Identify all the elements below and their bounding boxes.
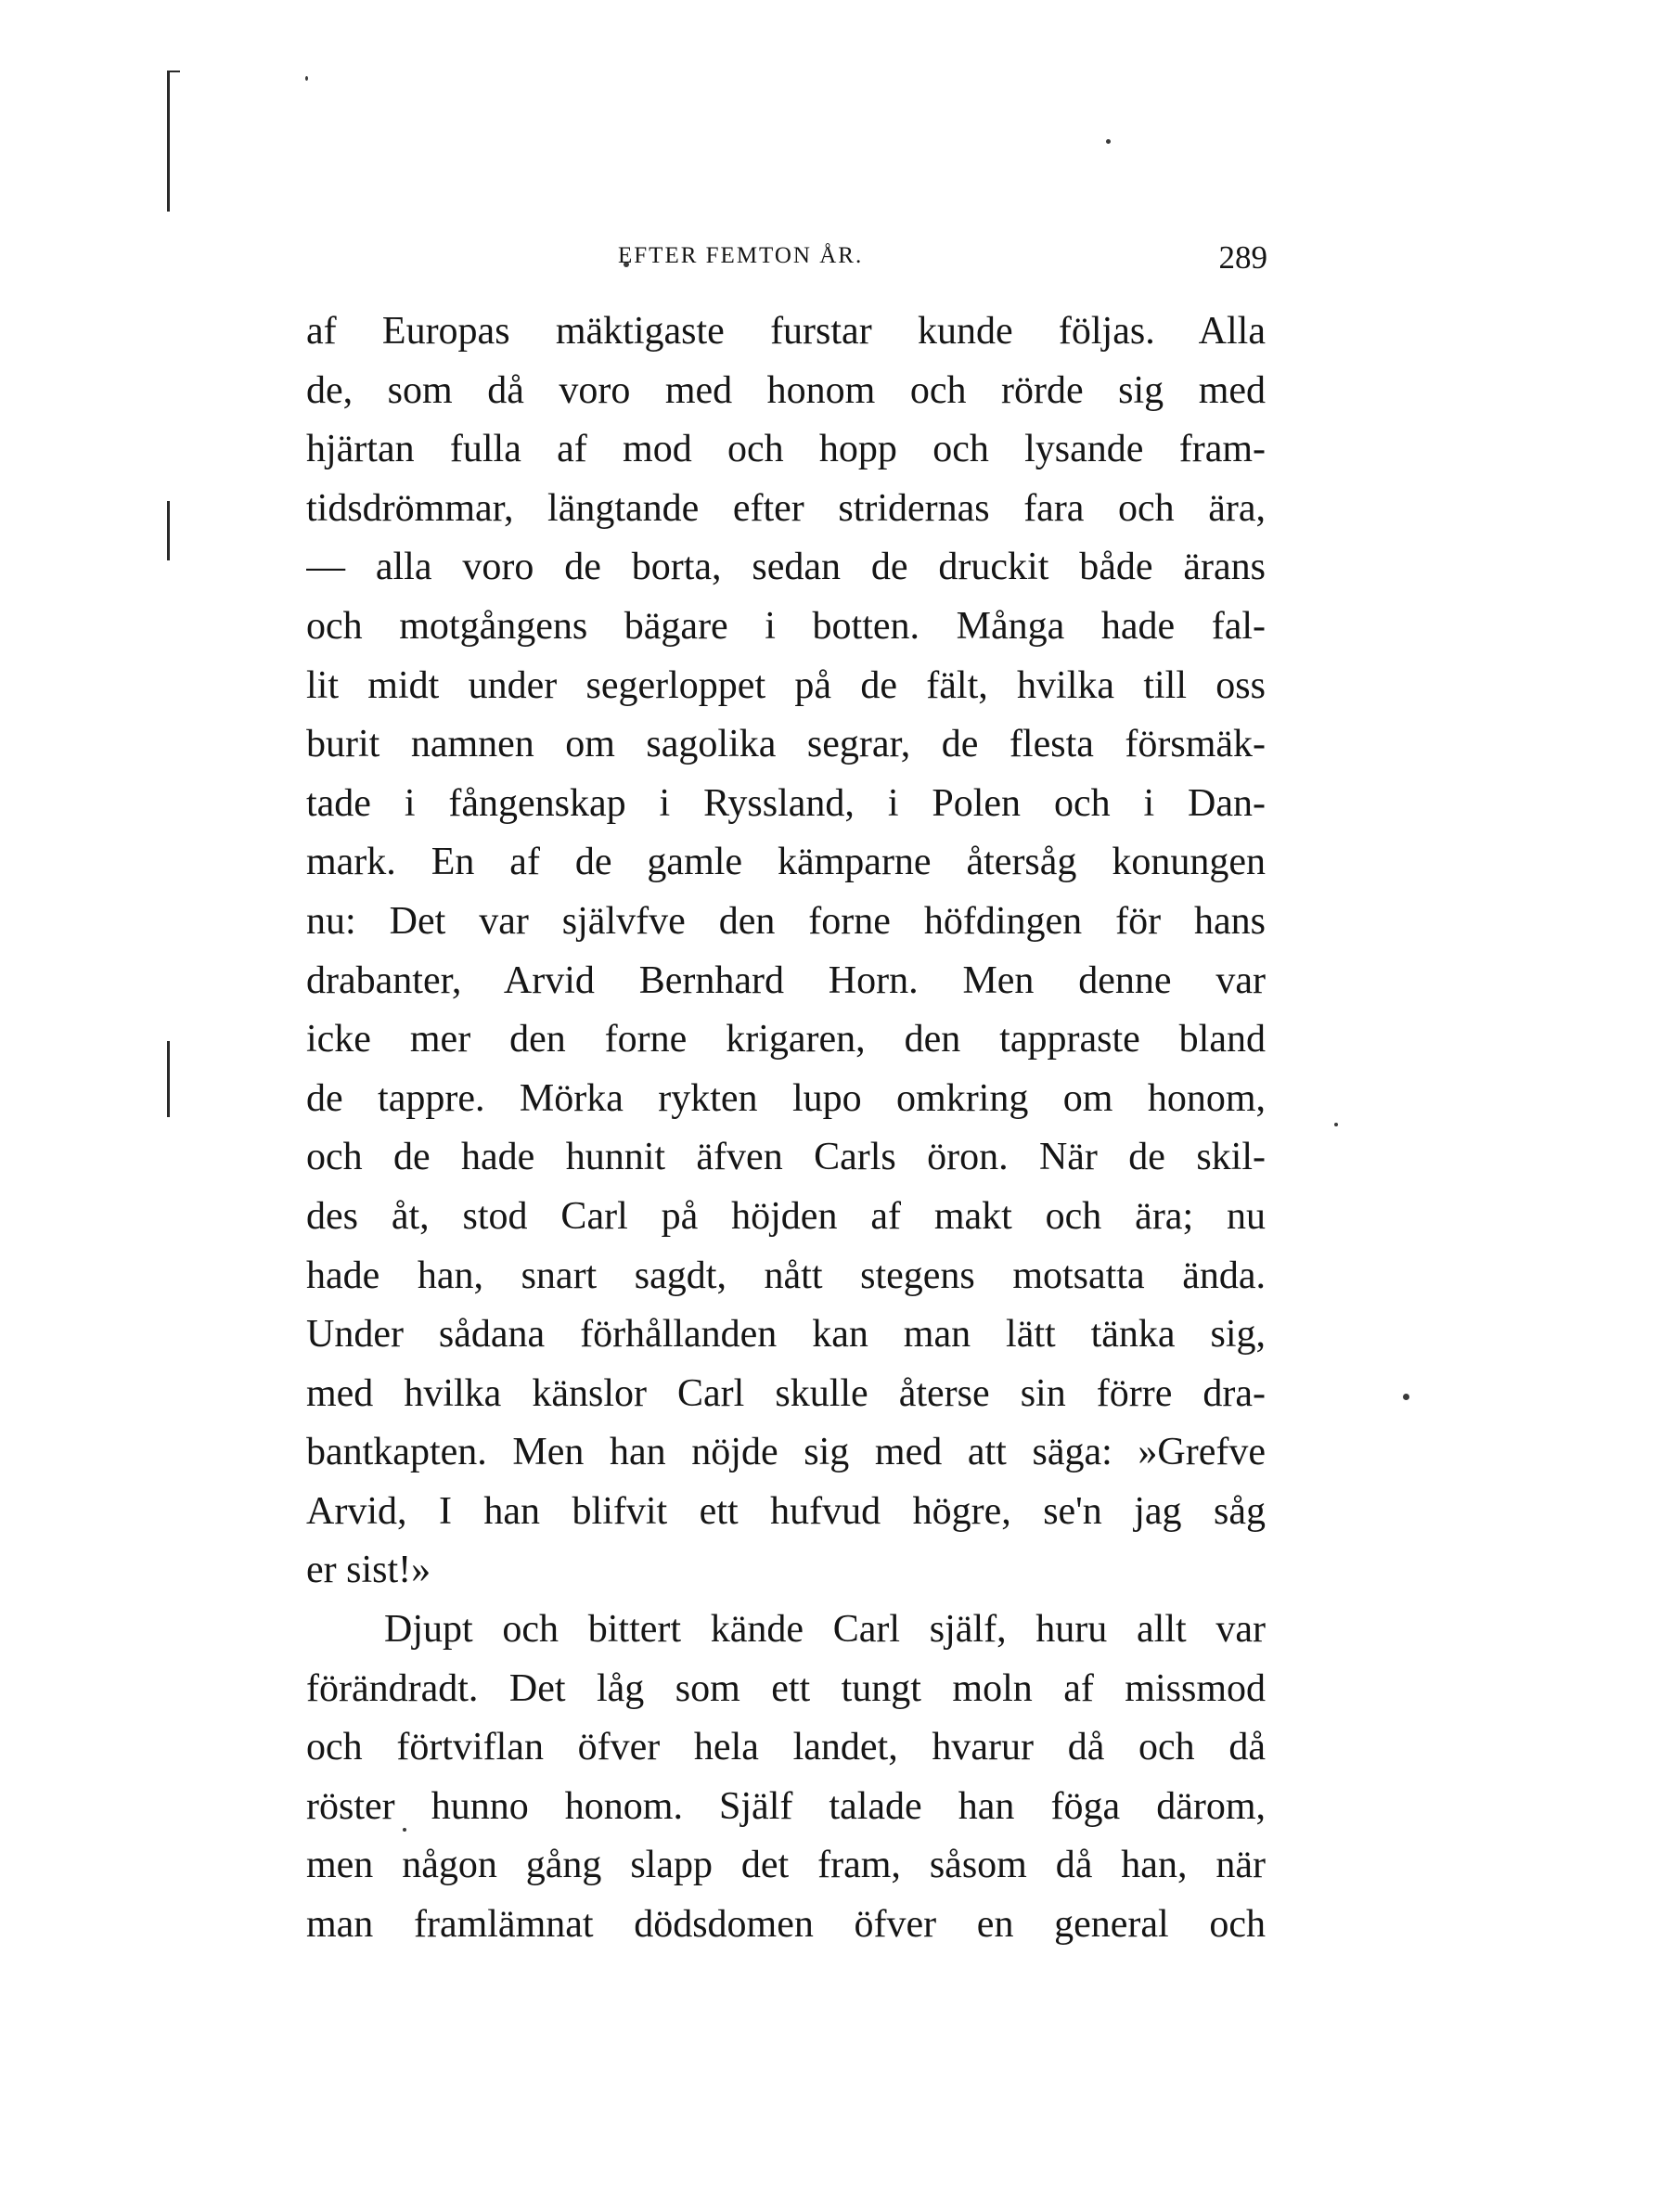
text-line: röster hunno honom. Själf talade han föga därom, <box>306 1784 1266 1828</box>
paragraph-end-line: er sist!» <box>306 1549 431 1592</box>
text-line: af Europas mäktigaste furstar kunde följas. Alla <box>306 310 1266 353</box>
text-line: man framlämnat dödsdomen öfver en general och <box>306 1903 1266 1947</box>
scan-speck <box>1403 1394 1409 1400</box>
text-line: nu: Det var självfve den forne höfdingen för hans <box>306 899 1266 943</box>
text-line: des åt, stod Carl på höjden af makt och ära; nu <box>306 1194 1266 1238</box>
scan-speck <box>1334 1123 1338 1126</box>
text-line: de, som då voro med honom och rörde sig med <box>306 368 1266 412</box>
text-line: burit namnen om sagolika segrar, de flesta försmäk- <box>306 723 1266 766</box>
scan-speck <box>1106 139 1111 144</box>
text-line: Arvid, I han blifvit ett hufvud högre, se'n jag såg <box>306 1489 1266 1533</box>
text-line: de tappre. Mörka rykten lupo omkring om honom, <box>306 1076 1266 1120</box>
text-line: bantkapten. Men han nöjde sig med att säga: »Grefve <box>306 1431 1266 1474</box>
text-line: och motgångens bägare i botten. Många hade fal- <box>306 604 1266 648</box>
scan-edge-line <box>167 1041 170 1117</box>
scan-speck <box>305 76 308 81</box>
text-line: Under sådana förhållanden kan man lätt tänka sig, <box>306 1313 1266 1357</box>
text-line: icke mer den forne krigaren, den tappraste bland <box>306 1018 1266 1061</box>
scan-edge-tick <box>167 71 180 72</box>
text-line: förändradt. Det låg som ett tungt moln af missmod <box>306 1666 1266 1710</box>
text-line: — alla voro de borta, sedan de druckit både ärans <box>306 546 1266 589</box>
text-line: tade i fångenskap i Ryssland, i Polen och i Dan- <box>306 781 1266 825</box>
text-line: med hvilka känslor Carl skulle återse sin förre dra- <box>306 1371 1266 1415</box>
scan-edge-line <box>167 501 170 560</box>
text-line: men någon gång slapp det fram, såsom då han, när <box>306 1844 1266 1887</box>
text-line: drabanter, Arvid Bernhard Horn. Men denne var <box>306 958 1266 1002</box>
paragraph-start-line: Djupt och bittert kände Carl själf, huru allt var <box>384 1608 1266 1652</box>
scan-edge-line <box>167 71 170 212</box>
text-line: mark. En af de gamle kämparne återsåg konungen <box>306 841 1266 884</box>
running-head <box>302 239 1267 276</box>
text-line: hjärtan fulla af mod och hopp och lysande fram- <box>306 428 1266 471</box>
text-line: hade han, snart sagdt, nått stegens motsatta ända. <box>306 1254 1266 1297</box>
body-text <box>306 302 1266 1955</box>
text-line: och förtviflan öfver hela landet, hvarur då och då <box>306 1726 1266 1769</box>
text-line: lit midt under segerloppet på de fält, hvilka till oss <box>306 663 1266 707</box>
text-line: tidsdrömmar, längtande efter stridernas fara och ära, <box>306 486 1266 530</box>
text-line: och de hade hunnit äfven Carls öron. När de skil- <box>306 1136 1266 1179</box>
running-head-title: EFTER FEMTON ÅR. <box>618 243 864 268</box>
page-number: 289 <box>1218 239 1267 276</box>
